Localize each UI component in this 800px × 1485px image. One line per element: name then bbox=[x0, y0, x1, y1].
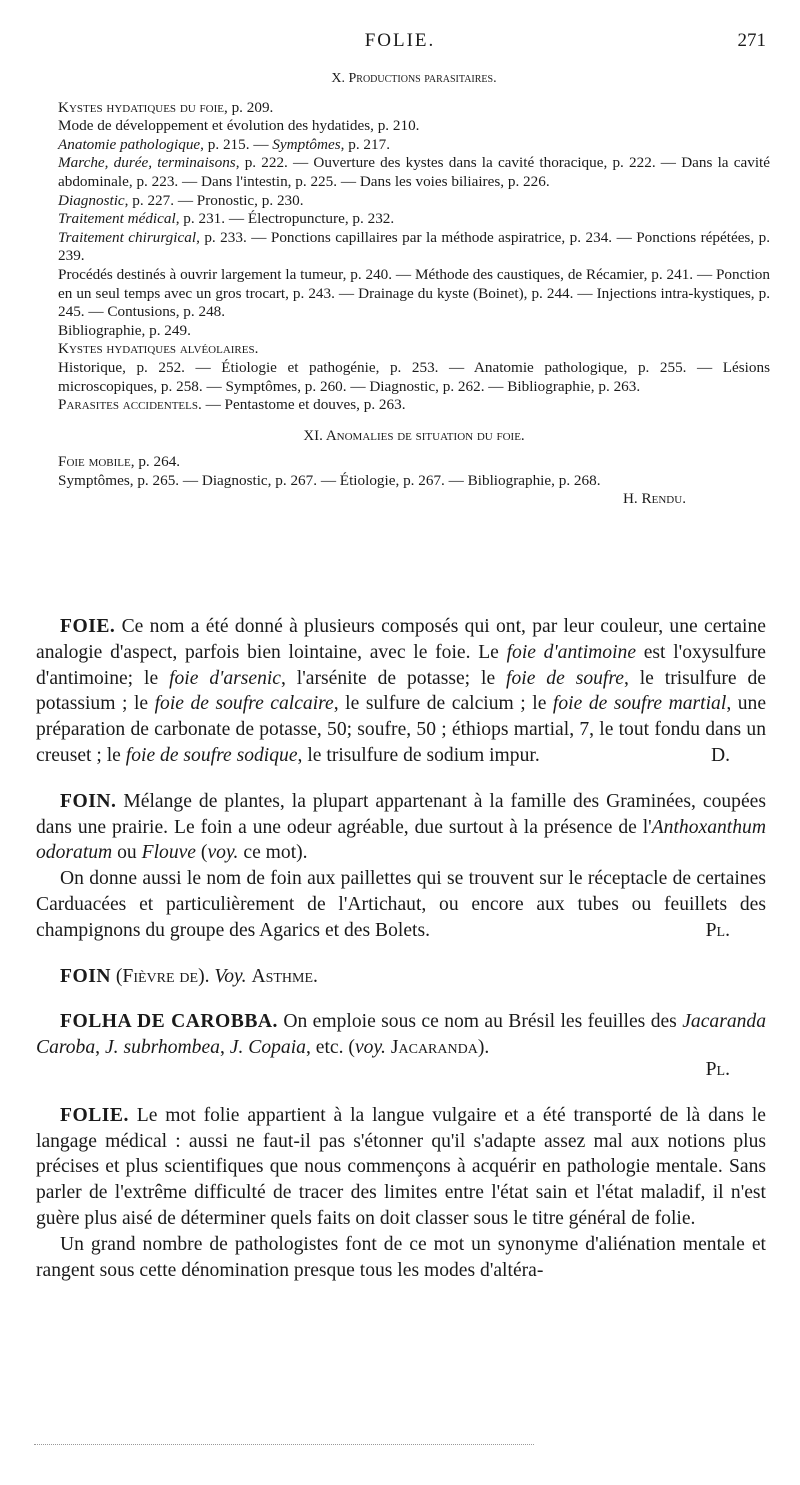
signature-foie: D. bbox=[710, 744, 730, 766]
headword-foin: FOIN. bbox=[60, 790, 117, 812]
page-number: 271 bbox=[737, 30, 766, 51]
table-of-contents bbox=[58, 70, 770, 509]
entry-foie: FOIE. Ce nom a été donné à plusieurs composés qui ont, par leur couleur, une certaine analogie d'aspect, parfois bien lointaine, avec le foie. Le foie d'antimoine est l'oxysulfure d'antimoine; le foie d'arsenic, l'arsénite de potasse; le foie de soufre, le trisulfure de potassium ; le foie de soufre calcaire, le sulfure de calcium ; le foie de soufre martial, une préparation de carbonate de potasse, 50; soufre, 50 ; éthiops martial, 7, le tout fondu dans un creuset ; le foie de soufre sodique, le trisulfure de sodium impur. D. bbox=[36, 614, 766, 769]
headword-folha: FOLHA DE CAROBBA. bbox=[60, 1011, 278, 1033]
toc-author: H. Rendu. bbox=[622, 490, 686, 508]
toc-line-marche: Marche, durée, terminaisons, p. 222. — Ouverture des kystes dans la cavité thoracique, p. 222. — Dans la cavité abdominale, p. 223. — Dans l'intestin, p. 225. — Dans les voies biliaires, p. 226. bbox=[58, 154, 770, 190]
section-x-heading: X. Productions parasitaires. bbox=[331, 71, 497, 86]
headword-foie: FOIE. bbox=[60, 616, 116, 637]
entry-foin-fievre: FOIN (Fièvre de). Voy. Asthme. bbox=[60, 965, 318, 987]
toc-line-bibliographie: Bibliographie, p. 249. bbox=[58, 321, 191, 339]
entry-foin-p2: On donne aussi le nom de foin aux paillettes qui se trouvent sur le réceptacle de certaines Carduacées et particulièrement de l'Artichaut, ou encore aux tubes ou feuillets des champignons du groupe des Agarics et des Bolets. Pl. bbox=[36, 866, 766, 943]
running-title: FOLIE. bbox=[364, 30, 436, 51]
headword-folie: FOLIE. bbox=[60, 1104, 129, 1126]
entry-folha: FOLHA DE CAROBBA. On emploie sous ce nom au Brésil les feuilles des Jacaranda Caroba, J. subrhombea, J. Copaia, etc. (voy. Jacaranda). bbox=[36, 1011, 767, 1059]
toc-line-historique: Historique, p. 252. — Étiologie et pathogénie, p. 253. — Anatomie pathologique, p. 255. — Lésions microscopiques, p. 258. — Symptômes, p. 260. — Diagnostic, p. 262. — Bibliographie, p. 263. bbox=[58, 358, 770, 395]
toc-line-procedes: Procédés destinés à ouvrir largement la tumeur, p. 240. — Méthode des caustiques, de Récamier, p. 241. — Ponction en un seul temps avec un gros trocart, p. 243. — Drainage du kyste (Boinet), p. 244. — Injections intra-kystiques, p. 245. — Contusions, p. 248. bbox=[58, 265, 770, 321]
toc-line-parasites: Parasites accidentels. — Pentastome et douves, p. 263. bbox=[58, 396, 406, 414]
headword-foin-fievre: FOIN bbox=[60, 965, 111, 987]
toc-line-alveolaires: Kystes hydatiques alvéolaires. bbox=[58, 340, 259, 358]
signature-foin: Pl. bbox=[705, 919, 730, 941]
toc-line-symptomes: Symptômes, p. 265. — Diagnostic, p. 267. — Étiologie, p. 267. — Bibliographie, p. 268. bbox=[58, 471, 601, 489]
entry-folie: FOLIE. Le mot folie appartient à la langue vulgaire et a été transporté de là dans le langage médical : aussi ne faut-il pas s'étonner qu'il s'adapte assez mal aux notions plus précises et plus scientifiques que nous commençons à acquérir en pathologie mentale. Sans parler de l'extrême difficulté de tracer des limites entre l'état sain et l'état maladif, il n'est guère plus aisé de déterminer quels faits on doit classer sous le titre général de folie. bbox=[36, 1104, 766, 1229]
entry-folie-p2: Un grand nombre de pathologistes font de ce mot un synonyme d'aliénation mentale et rangent sous cette dénomination presque tous les modes d'altéra- bbox=[36, 1233, 766, 1281]
toc-line-anatomie: Anatomie pathologique, p. 215. — Symptômes, p. 217. bbox=[58, 135, 390, 153]
toc-line-diagnostic: Diagnostic, p. 227. — Pronostic, p. 230. bbox=[58, 191, 304, 209]
dictionary-body bbox=[36, 614, 766, 1303]
footer-rule bbox=[34, 1444, 534, 1445]
toc-line-traitement-chirurgical: Traitement chirurgical, p. 233. — Ponctions capillaires par la méthode aspiratrice, p. 234. — Ponctions répétées, p. 239. bbox=[58, 228, 770, 265]
toc-line-traitement-medical: Traitement médical, p. 231. — Électropuncture, p. 232. bbox=[58, 210, 395, 228]
signature-folha: Pl. bbox=[705, 1058, 730, 1080]
section-xi-heading: XI. Anomalies de situation du foie. bbox=[303, 427, 525, 444]
toc-line-kystes: Kystes hydatiques du foie, p. 209. bbox=[58, 98, 274, 116]
running-head bbox=[0, 30, 800, 54]
entry-foin: FOIN. Mélange de plantes, la plupart appartenant à la famille des Graminées, coupées dans une prairie. Le foin a une odeur agréable, due surtout à la présence de l'Anthoxanthum odoratum ou Flouve (voy. ce mot). bbox=[36, 790, 766, 864]
toc-line-foie-mobile: Foie mobile, p. 264. bbox=[58, 453, 181, 471]
toc-line-mode: Mode de développement et évolution des hydatides, p. 210. bbox=[58, 117, 420, 135]
